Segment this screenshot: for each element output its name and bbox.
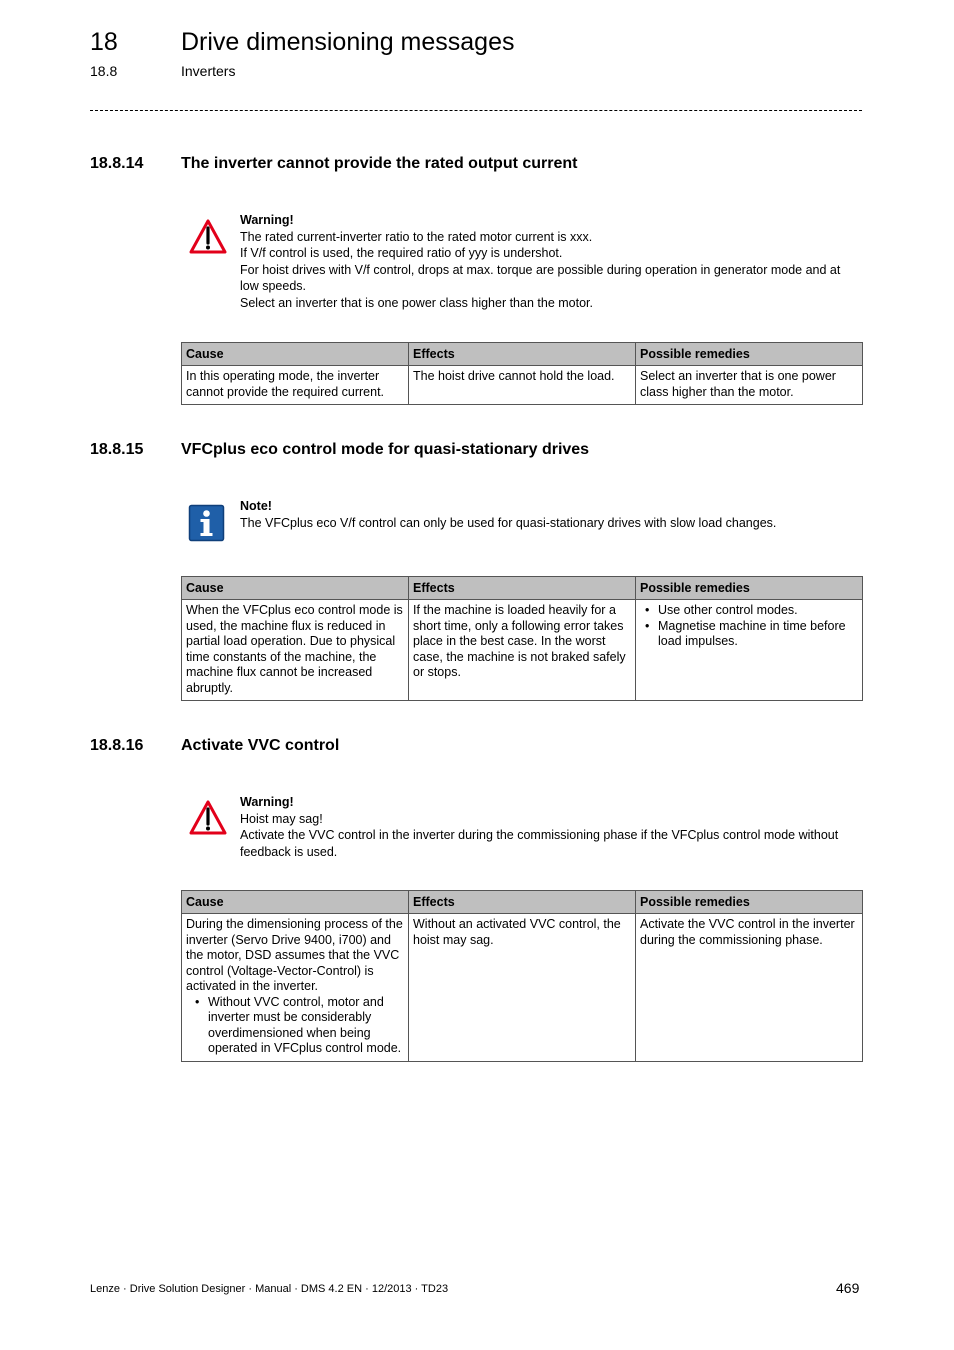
remedies-cell (636, 600, 863, 701)
table-header-row (182, 891, 863, 914)
effects-cell: The hoist drive cannot hold the load. (409, 366, 636, 405)
notice-line: The VFCplus eco V/f control can only be used for quasi-stationary drives with slow load changes. (240, 515, 777, 530)
notice-heading: Note! (240, 499, 272, 513)
notice-line: Hoist may sag! (240, 811, 323, 826)
subsection-title: VFCplus eco control mode for quasi-stationary drives (181, 441, 590, 458)
column-header-cause: Cause (182, 343, 409, 366)
effects-cell: If the machine is loaded heavily for a short time, only a following error takes place in the best case. In the worst case, the machine is not braked safely or stops. (409, 600, 636, 701)
notice-line: Activate the VVC control in the inverter during the commissioning phase if the VFCplus control mode without feedback is used. (240, 828, 839, 859)
table-row (182, 600, 863, 701)
column-header-effects: Effects (409, 891, 636, 914)
column-header-cause: Cause (182, 577, 409, 600)
cause-effects-table (181, 576, 863, 701)
notice-line: If V/f control is used, the required ratio of yyy is undershot. (240, 246, 563, 260)
list-item: • Without VVC control, motor and inverter must be considerably overdimensioned when being operated in VFCplus control mode. (204, 995, 404, 1057)
subsection-number: 18.8.14 (90, 155, 144, 172)
effects-cell: Without an activated VVC control, the hoist may sag. (409, 914, 636, 1062)
page-number: 469 (836, 1280, 860, 1296)
column-header-effects: Effects (409, 577, 636, 600)
info-icon (188, 504, 225, 542)
notice-line: For hoist drives with V/f control, drops at max. torque are possible during operation in generator mode and at low speeds. (240, 262, 841, 293)
cause-cell (182, 914, 409, 1062)
cause-cell: In this operating mode, the inverter cannot provide the required current. (182, 366, 409, 405)
list-item: • Use other control modes. (654, 603, 858, 619)
column-header-cause: Cause (182, 891, 409, 914)
warning-notice (240, 212, 862, 311)
cause-text: During the dimensioning process of the inverter (Servo Drive 9400, i700) and the motor, DSD assumes that the VVC control (Voltage-Vector-Control) is activated in the inverter. (186, 917, 403, 993)
table-row (182, 914, 863, 1062)
column-header-remedies: Possible remedies (636, 577, 863, 600)
cause-list (186, 995, 404, 1057)
warning-triangle-icon (189, 799, 227, 837)
list-item: • Magnetise machine in time before load impulses. (654, 619, 858, 650)
column-header-effects: Effects (409, 343, 636, 366)
section-title: Inverters (181, 63, 236, 79)
table-header-row (182, 343, 863, 366)
remedies-cell: Activate the VVC control in the inverter during the commissioning phase. (636, 914, 863, 1062)
warning-triangle-icon (189, 218, 227, 256)
column-header-remedies: Possible remedies (636, 343, 863, 366)
subsection-title: The inverter cannot provide the rated output current (181, 155, 578, 172)
header-divider (90, 110, 862, 111)
cause-cell: When the VFCplus eco control mode is used, the machine flux is reduced in partial load operation. Due to physical time constants of the machine, the machine flux cannot be increased abruptly. (182, 600, 409, 701)
table-header-row (182, 577, 863, 600)
info-notice (240, 498, 862, 531)
subsection-number: 18.8.16 (90, 737, 144, 754)
chapter-number: 18 (90, 28, 118, 56)
notice-heading: Warning! (240, 213, 294, 227)
subsection-title: Activate VVC control (181, 737, 340, 754)
warning-notice (240, 794, 862, 860)
remedies-cell: Select an inverter that is one power class higher than the motor. (636, 366, 863, 405)
notice-line: The rated current-inverter ratio to the rated motor current is xxx. (240, 229, 593, 244)
table-row (182, 366, 863, 405)
subsection-number: 18.8.15 (90, 441, 144, 458)
footer-text: Lenze · Drive Solution Designer · Manual · DMS 4.2 EN · 12/2013 · TD23 (90, 1283, 449, 1295)
section-number: 18.8 (90, 63, 118, 79)
remedies-list (640, 603, 858, 650)
column-header-remedies: Possible remedies (636, 891, 863, 914)
notice-line: Select an inverter that is one power class higher than the motor. (240, 295, 593, 310)
notice-heading: Warning! (240, 795, 294, 809)
cause-effects-table (181, 890, 863, 1062)
chapter-title: Drive dimensioning messages (181, 28, 515, 56)
cause-effects-table (181, 342, 863, 405)
